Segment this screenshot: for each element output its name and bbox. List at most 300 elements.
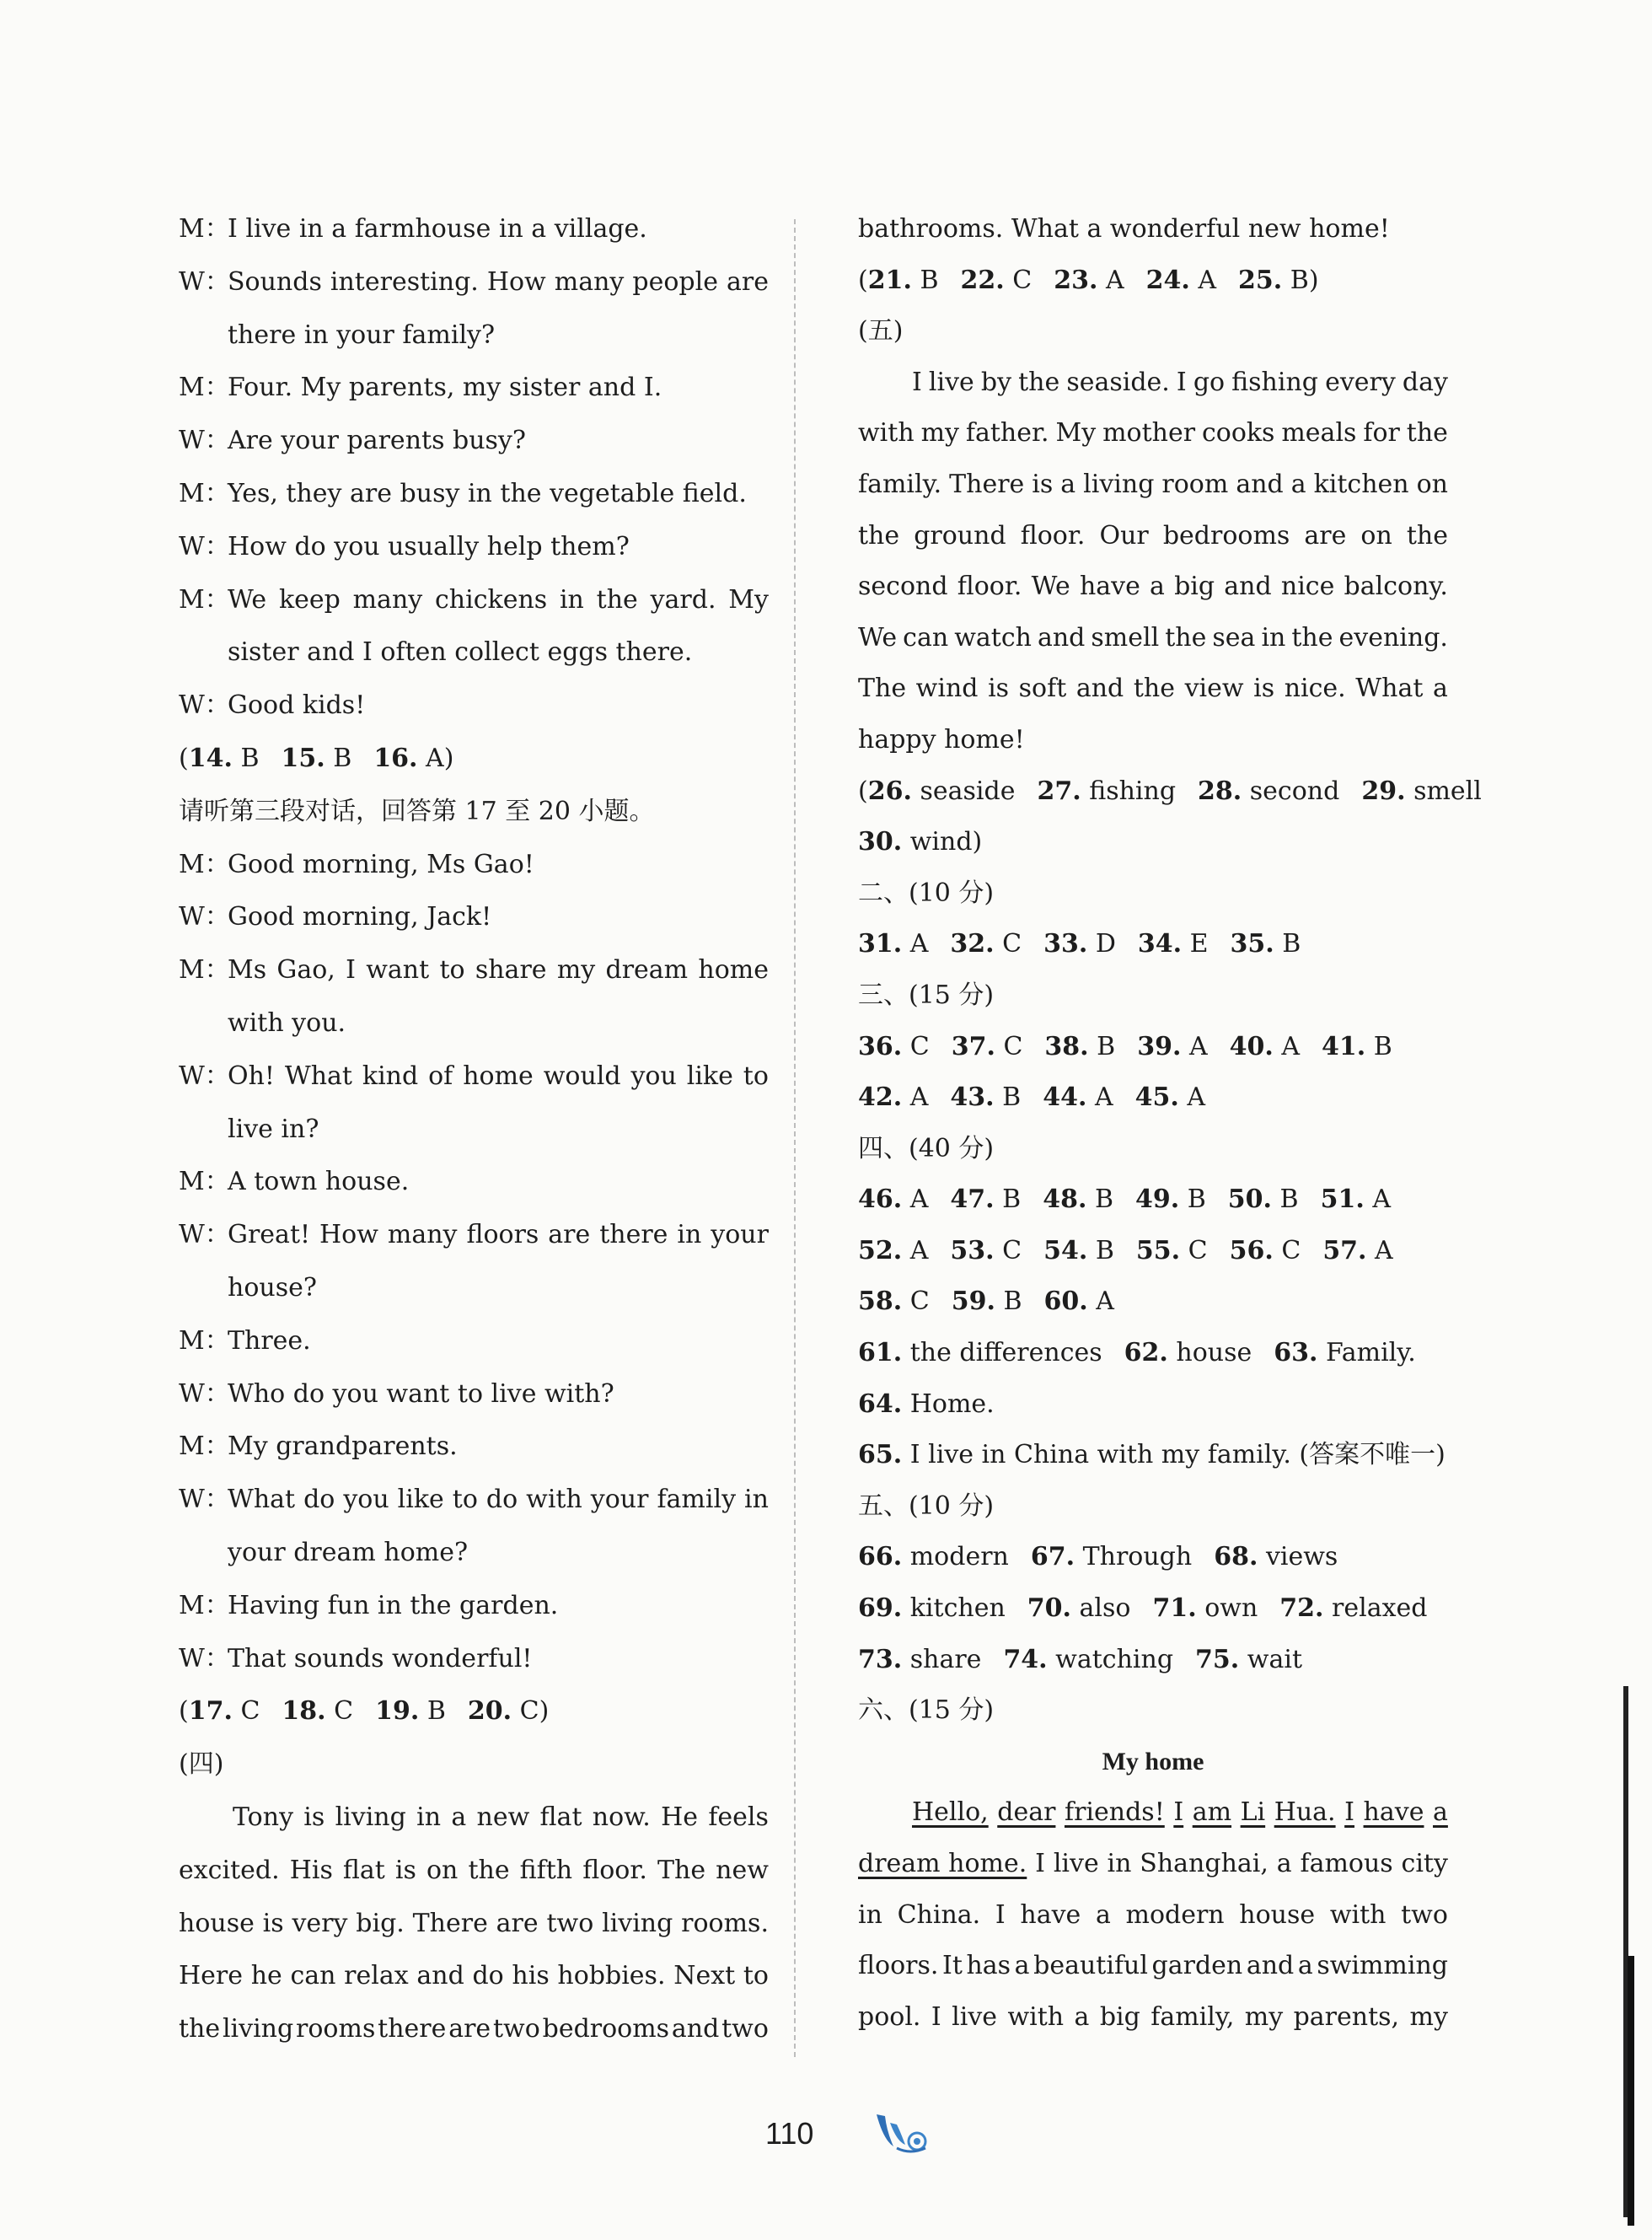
word: bedrooms	[542, 2014, 670, 2044]
word: excited.	[179, 1855, 280, 1885]
answer-item: 31. A	[858, 929, 929, 959]
word: meals	[1281, 418, 1357, 449]
paragraph-line	[858, 570, 1448, 621]
word: sea	[1212, 622, 1256, 653]
word: the	[1291, 622, 1333, 653]
word: your	[711, 1220, 769, 1250]
word: fishing	[1231, 367, 1319, 397]
dialogue-line	[179, 1483, 769, 1536]
answer-item: 16. A)	[373, 743, 454, 773]
word: bedrooms	[1162, 520, 1290, 551]
word: of	[428, 1061, 453, 1091]
column-divider	[794, 219, 796, 2057]
word: a	[451, 1802, 467, 1832]
answer-line	[179, 1695, 769, 1748]
word: in	[416, 1802, 442, 1832]
answer-item: 24. A	[1145, 265, 1217, 295]
word: parents,	[1293, 2001, 1400, 2032]
dialogue-line	[179, 1324, 769, 1378]
dialogue-text: That sounds wonderful!	[228, 1643, 533, 1673]
speaker-label: W：	[179, 1061, 230, 1091]
word: do	[303, 1485, 335, 1515]
dialogue-text: Good morning, Jack!	[228, 902, 492, 932]
answer-item: 55. C	[1135, 1235, 1208, 1265]
answer-item: 27. fishing	[1037, 776, 1177, 806]
word: by	[980, 367, 1012, 397]
word: kitchen	[1313, 469, 1409, 499]
dialogue-text: Are your parents busy?	[228, 426, 526, 456]
answer-item: 68. views	[1214, 1542, 1338, 1572]
word: family,	[1150, 2001, 1235, 2032]
dialogue-text: Good morning, Ms Gao!	[228, 849, 534, 879]
answer-item: 50. B	[1227, 1184, 1299, 1215]
speaker-label: W：	[179, 1485, 230, 1515]
dialogue-continuation: house?	[228, 1272, 317, 1303]
word: to	[743, 1061, 769, 1091]
answer-item: 18. C	[282, 1696, 354, 1727]
answer-item: 33. D	[1043, 929, 1116, 959]
dialogue-line	[179, 689, 769, 742]
answer-item: 73. share	[858, 1644, 982, 1674]
heading-line: 请听第三段对话，回答第 17 至 20 小题。	[179, 796, 655, 826]
word: pool.	[858, 2001, 921, 2032]
paragraph-line	[858, 366, 1448, 417]
answer-line	[858, 1540, 1448, 1592]
paragraph-line	[179, 1801, 769, 1854]
answer-item: 42. A	[858, 1082, 929, 1113]
word: day	[1402, 367, 1448, 397]
speaker-label: W：	[179, 1643, 230, 1673]
dialogue-text	[228, 1218, 769, 1252]
word: floor.	[1020, 520, 1086, 551]
word: do	[485, 1485, 518, 1515]
word: flat	[342, 1855, 385, 1885]
word: ground	[914, 520, 1006, 551]
word: It	[941, 1951, 963, 1981]
word: floor.	[582, 1855, 647, 1885]
word: We	[228, 584, 267, 615]
speaker-label: M：	[179, 1432, 230, 1462]
word: a	[1150, 572, 1165, 602]
word: the	[1018, 367, 1060, 397]
word: and	[1037, 622, 1086, 653]
word: living	[602, 1908, 673, 1938]
word: the	[179, 2014, 221, 2044]
word: people	[632, 266, 718, 297]
word: a	[1074, 2001, 1090, 2032]
word: you	[343, 1485, 389, 1515]
word: a	[1290, 469, 1306, 499]
paragraph-line	[179, 2012, 769, 2065]
word: two	[1401, 1899, 1448, 1930]
dialogue-line	[179, 1060, 769, 1113]
answer-item: 48. B	[1043, 1184, 1113, 1215]
word: big	[1099, 2001, 1140, 2032]
word: very	[292, 1908, 348, 1938]
speaker-label: M：	[179, 373, 230, 403]
speaker-label: W：	[179, 531, 230, 561]
word: a	[1060, 469, 1076, 499]
paragraph-line	[179, 1907, 769, 1960]
word: every	[1325, 367, 1396, 397]
paragraph-line	[858, 519, 1448, 571]
word: garden	[1151, 1951, 1243, 1981]
answer-item: 59. B	[951, 1287, 1022, 1317]
word: would	[543, 1061, 621, 1091]
word: with	[526, 1485, 582, 1515]
word: many	[554, 266, 625, 297]
word: Great!	[228, 1220, 311, 1250]
word: living	[335, 1802, 406, 1832]
word: two	[546, 1908, 594, 1938]
page-number: 110	[765, 2116, 814, 2151]
answer-item: 54. B	[1043, 1235, 1114, 1265]
word: modern	[1125, 1899, 1225, 1930]
word: and	[416, 1961, 464, 1991]
paragraph-line	[858, 1847, 1448, 1899]
scan-edge-dark	[1628, 1956, 1634, 2226]
word: in	[677, 1220, 702, 1250]
word: can	[903, 622, 949, 653]
dialogue-line	[179, 1218, 769, 1271]
word: smell	[1091, 622, 1160, 653]
word: How	[486, 266, 546, 297]
answer-item: 69. kitchen	[858, 1593, 1006, 1624]
word: watch	[954, 622, 1032, 653]
speaker-label: M：	[179, 214, 230, 244]
word: my	[1244, 2001, 1284, 2032]
word: on	[1416, 469, 1448, 499]
word: a	[1014, 1951, 1030, 1981]
word: city	[1401, 1849, 1448, 1878]
answer-item: (17. C	[179, 1696, 260, 1727]
word: he	[250, 1961, 282, 1991]
word: I	[1035, 1849, 1045, 1878]
paragraph-line	[858, 2001, 1448, 2052]
word: The	[657, 1855, 706, 1885]
word: mother	[1102, 418, 1196, 449]
word: and	[1246, 1951, 1295, 1981]
answer-line	[858, 1592, 1448, 1643]
word: There	[412, 1908, 488, 1938]
heading-line: bathrooms. What a wonderful new home!	[858, 214, 1390, 244]
answer-item: 52. A	[858, 1235, 929, 1265]
word: seaside.	[1066, 367, 1170, 397]
answer-item: (21. B	[858, 265, 939, 295]
paragraph-line	[179, 1854, 769, 1907]
word: a	[1297, 1951, 1313, 1981]
word: new	[716, 1855, 769, 1885]
answer-item: 37. C	[951, 1031, 1023, 1061]
answer-item: 60. A	[1043, 1287, 1114, 1317]
paragraph-line	[858, 621, 1448, 673]
publisher-logo-icon	[868, 2106, 936, 2157]
word: What	[228, 1485, 296, 1515]
word: the	[596, 584, 638, 615]
word: chickens	[435, 584, 548, 615]
answer-item: (26. seaside	[858, 776, 1016, 806]
heading-line: 五、(10 分)	[858, 1491, 995, 1521]
answer-line	[858, 1336, 1448, 1388]
answer-item: 30. wind)	[858, 827, 983, 857]
word: living	[1083, 469, 1155, 499]
answer-item: 58. C	[858, 1287, 930, 1317]
speaker-label: M：	[179, 1325, 230, 1356]
answer-item: 74. watching	[1003, 1644, 1174, 1674]
word: there	[378, 2014, 447, 2044]
paragraph-line	[858, 672, 1448, 723]
answer-item: 29. smell	[1361, 776, 1482, 806]
answer-item: 32. C	[950, 929, 1022, 959]
word: I	[995, 1899, 1006, 1930]
word: home	[698, 955, 769, 986]
word: soft	[1018, 674, 1067, 704]
answer-item: 49. B	[1135, 1184, 1206, 1215]
word: China.	[897, 1899, 981, 1930]
dialogue-line	[179, 477, 769, 530]
answer-item: 65. I live in China with my family. (答案不唯一)	[858, 1440, 1446, 1470]
heading-line: (五)	[858, 316, 904, 346]
answer-item: 34. E	[1137, 929, 1209, 959]
word: have	[1020, 1899, 1081, 1930]
word: with	[858, 418, 914, 449]
dialogue-text: I live in a farmhouse in a village.	[228, 214, 647, 244]
answer-item: 66. modern	[858, 1542, 1009, 1572]
word: have	[1363, 1797, 1424, 1828]
word: He	[661, 1802, 699, 1832]
word: now.	[592, 1802, 651, 1832]
word: are	[496, 1908, 539, 1938]
word: keep	[278, 584, 341, 615]
answer-item: 53. C	[950, 1235, 1022, 1265]
heading-line: 二、(10 分)	[858, 878, 995, 908]
word: Next	[673, 1961, 736, 1991]
answer-item: 47. B	[950, 1184, 1022, 1215]
answer-item: 36. C	[858, 1031, 930, 1061]
word: My	[728, 584, 769, 615]
answer-item: 61. the differences	[858, 1338, 1102, 1368]
word: on	[1360, 520, 1392, 551]
speaker-label: M：	[179, 849, 230, 879]
word: cooks	[1201, 418, 1275, 449]
speaker-label: M：	[179, 1590, 230, 1620]
speaker-label: M：	[179, 478, 230, 508]
paragraph-line: happy home!	[858, 724, 1025, 755]
word: beautiful	[1033, 1951, 1148, 1981]
heading-line: 六、(15 分)	[858, 1695, 995, 1726]
word: feels	[708, 1802, 769, 1832]
speaker-label: W：	[179, 1220, 230, 1250]
paragraph-line	[179, 1959, 769, 2012]
word: the	[1133, 674, 1175, 704]
word: two	[493, 2014, 540, 2044]
word: a	[1433, 1797, 1448, 1828]
dialogue-continuation: your dream home?	[228, 1537, 469, 1567]
word: and	[671, 2014, 720, 2044]
dialogue-line	[179, 1430, 769, 1483]
dialogue-line	[179, 1165, 769, 1218]
paragraph-line	[858, 1796, 1448, 1847]
word: balcony.	[1344, 572, 1448, 602]
heading-line: (四)	[179, 1749, 224, 1780]
answer-line	[858, 264, 1448, 315]
word: dream	[605, 955, 689, 986]
word: nice.	[1284, 674, 1346, 704]
word: live	[928, 367, 974, 397]
speaker-label: M：	[179, 955, 230, 986]
word: How	[319, 1220, 378, 1250]
word: a	[1276, 1849, 1292, 1878]
word: interesting.	[330, 266, 479, 297]
answer-line	[858, 1285, 1448, 1336]
word: living	[222, 2014, 294, 2044]
word: family	[657, 1485, 737, 1515]
word: home	[463, 1061, 534, 1091]
word: house	[179, 1908, 255, 1938]
word: room	[1161, 469, 1229, 499]
answer-item: 22. C	[960, 265, 1032, 295]
word: share	[475, 955, 547, 986]
word: you	[630, 1061, 677, 1091]
answer-item: 51. A	[1320, 1184, 1391, 1215]
answer-item: 28. second	[1198, 776, 1340, 806]
word: floors	[466, 1220, 539, 1250]
word: rooms.	[681, 1908, 769, 1938]
word: hobbies.	[557, 1961, 666, 1991]
answer-item: 72. relaxed	[1279, 1593, 1428, 1624]
word: second	[858, 572, 948, 602]
answer-item: 70. also	[1027, 1593, 1131, 1624]
word: kind	[362, 1061, 419, 1091]
word: Here	[179, 1961, 244, 1991]
word: my	[1409, 2001, 1448, 2032]
word: am	[1192, 1797, 1232, 1828]
word: my	[556, 955, 596, 986]
word: like	[686, 1061, 733, 1091]
word: are	[1304, 520, 1347, 551]
word: new	[476, 1802, 530, 1832]
word: yard.	[650, 584, 716, 615]
answer-item: 57. A	[1322, 1235, 1393, 1265]
word: view	[1184, 674, 1244, 704]
answer-line	[858, 1183, 1448, 1234]
dialogue-text	[228, 583, 769, 617]
speaker-label: W：	[179, 266, 230, 297]
dialogue-text: Good kids!	[228, 690, 366, 721]
answer-item: 15. B	[281, 743, 352, 773]
dialogue-text: Four. My parents, my sister and I.	[228, 373, 662, 403]
word: friends!	[1064, 1797, 1165, 1828]
word: is	[988, 674, 1010, 704]
word: flat	[539, 1802, 582, 1832]
word: My	[1055, 418, 1097, 449]
word: I	[346, 955, 356, 986]
answer-item: 67. Through	[1030, 1542, 1193, 1572]
word: in	[1107, 1849, 1132, 1878]
word: are	[548, 1220, 591, 1250]
word: I	[1344, 1797, 1354, 1828]
word: I	[912, 367, 922, 397]
dialogue-line	[179, 212, 769, 266]
answer-item: 40. A	[1229, 1031, 1301, 1061]
word: What	[284, 1061, 352, 1091]
speaker-label: M：	[179, 1167, 230, 1197]
word: two	[721, 2014, 769, 2044]
word: live	[1053, 1849, 1099, 1878]
dialogue-line	[179, 900, 769, 953]
answer-item: 45. A	[1134, 1082, 1206, 1113]
word: the	[1406, 418, 1448, 449]
word: The	[858, 674, 907, 704]
word: evening.	[1338, 622, 1448, 653]
heading-line: 三、(15 分)	[858, 980, 995, 1010]
dialogue-text: A town house.	[228, 1167, 410, 1197]
word: big.	[356, 1908, 405, 1938]
answer-item: 75. wait	[1195, 1644, 1303, 1674]
word: my	[920, 418, 959, 449]
paragraph-line	[858, 468, 1448, 519]
word: is	[394, 1855, 416, 1885]
dialogue-line	[179, 266, 769, 319]
word: live	[952, 2001, 998, 2032]
word: and	[1236, 469, 1284, 499]
answer-line	[858, 1438, 1448, 1490]
dialogue-line	[179, 1378, 769, 1431]
word: Shanghai,	[1140, 1849, 1268, 1878]
word: do	[472, 1961, 504, 1991]
word: for	[1363, 418, 1400, 449]
dialogue-text: Yes, they are busy in the vegetable field.	[228, 478, 747, 508]
speaker-label: W：	[179, 902, 230, 932]
speaker-label: W：	[179, 426, 230, 456]
word: is	[1253, 674, 1275, 704]
word: is	[262, 1908, 284, 1938]
dialogue-line	[179, 424, 769, 477]
underlined-text	[912, 1796, 1448, 1829]
word: and	[1075, 674, 1124, 704]
word: and	[1224, 572, 1272, 602]
word: dear	[997, 1797, 1056, 1828]
paragraph-line	[858, 416, 1448, 468]
word: in	[1261, 622, 1286, 653]
word: the	[468, 1855, 510, 1885]
answer-item: 46. A	[858, 1184, 929, 1215]
word: Gao,	[276, 955, 335, 986]
word: the	[1406, 520, 1448, 551]
answer-item: 71. own	[1152, 1593, 1258, 1624]
word: His	[289, 1855, 333, 1885]
word: with	[1007, 2001, 1065, 2032]
dialogue-continuation: live in?	[228, 1114, 319, 1144]
word: is	[1032, 469, 1054, 499]
answer-line	[858, 927, 1448, 979]
word: I	[931, 2001, 941, 2032]
word: want	[366, 955, 430, 986]
word: on	[426, 1855, 459, 1885]
dialogue-line	[179, 953, 769, 1007]
word: to	[452, 1485, 478, 1515]
dialogue-line	[179, 1589, 769, 1642]
word: the	[858, 520, 900, 551]
word: Oh!	[228, 1061, 275, 1091]
paragraph-line	[858, 1949, 1448, 2001]
answer-line	[858, 1643, 1448, 1695]
essay-title: My home	[1102, 1747, 1204, 1775]
word: can	[290, 1961, 336, 1991]
dialogue-line	[179, 1642, 769, 1695]
answer-line	[858, 1234, 1448, 1286]
dialogue-continuation: with you.	[228, 1007, 346, 1038]
